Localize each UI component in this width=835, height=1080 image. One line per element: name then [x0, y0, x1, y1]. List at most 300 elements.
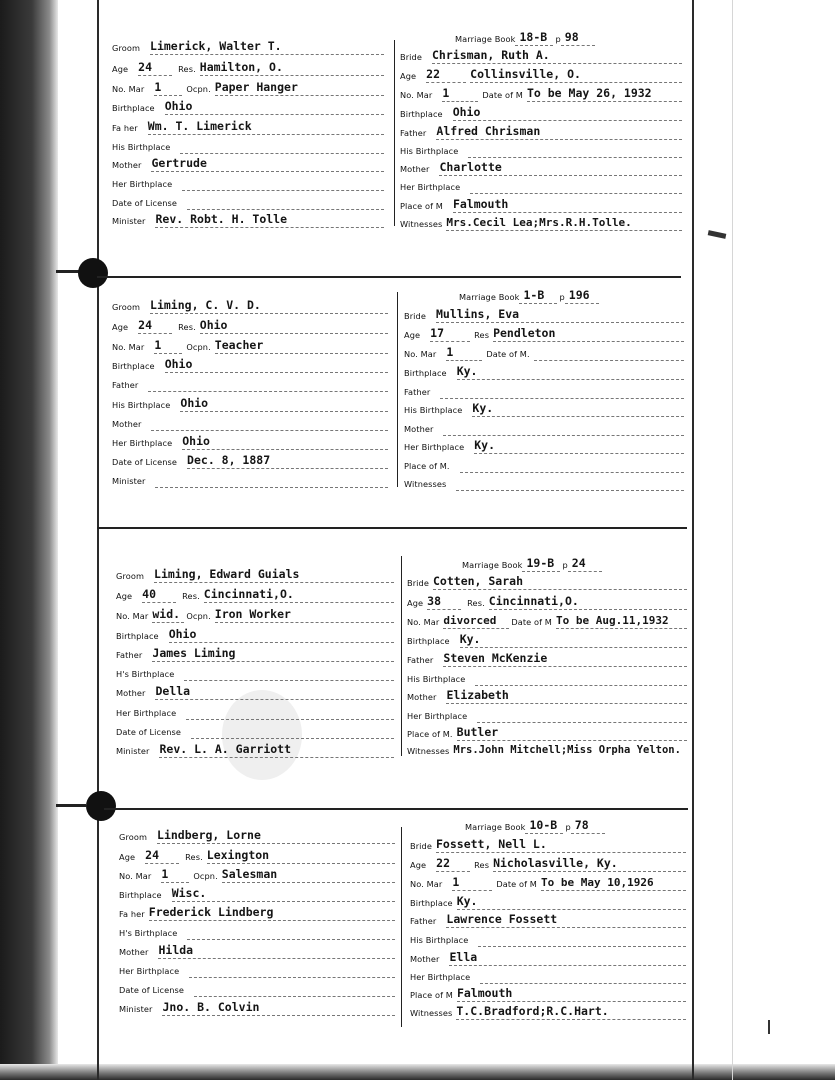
bride-row	[404, 306, 684, 323]
his-birthplace-row	[119, 923, 395, 940]
father-label: Father	[404, 387, 431, 397]
groom-birthplace: Ohio	[165, 358, 388, 373]
date-of-marriage	[534, 359, 684, 361]
age-res-row	[116, 586, 394, 603]
groom-times-married: 1	[154, 339, 182, 354]
license-row	[119, 980, 395, 997]
bride-row	[407, 573, 687, 590]
birthplace-label: Birthplace	[119, 890, 162, 900]
column-divider	[397, 292, 398, 487]
father-row	[400, 123, 682, 140]
bride-father-birthplace	[475, 684, 687, 686]
bride-times-married: 1	[442, 87, 478, 102]
bride-residence: Nicholasville, Ky.	[493, 857, 686, 872]
ocpn-label: Ocpn.	[186, 611, 211, 621]
place-of-marriage: Falmouth	[453, 198, 682, 213]
nomar-ocpn-row	[119, 866, 395, 883]
marriage-book-row	[459, 288, 684, 304]
bride-mother: Ella	[449, 951, 686, 966]
witnesses-label: Witnesses	[404, 479, 447, 489]
scan-shadow-bottom	[0, 1064, 835, 1080]
witnesses	[456, 489, 684, 491]
date-of-marriage-label: Date of M	[496, 879, 537, 889]
nomar-label: No. Mar	[112, 84, 145, 94]
groom-residence: Lexington	[207, 849, 395, 864]
age-label: Age	[404, 330, 421, 340]
age-label: Age	[112, 64, 129, 74]
punch-hole	[78, 258, 108, 288]
column-divider	[394, 40, 395, 226]
his-birthplace-label: His Birthplace	[400, 146, 459, 156]
birthplace-row	[407, 631, 687, 648]
page-edge-left	[97, 0, 99, 1080]
his-birthplace-row	[112, 137, 384, 154]
father-label: Fa her	[119, 909, 145, 919]
bride-row	[410, 836, 686, 853]
father-row	[119, 904, 395, 921]
bride-residence: Pendleton	[493, 327, 684, 342]
groom-mother-birthplace	[182, 189, 384, 191]
nomar-ocpn-row	[112, 79, 384, 96]
birthplace-row	[116, 626, 394, 643]
ocpn-label: Ocpn.	[186, 84, 211, 94]
place-row	[400, 196, 682, 213]
place-row	[404, 456, 684, 473]
groom-row	[116, 566, 394, 583]
book-number: 10-B	[525, 819, 563, 834]
page-edge-right	[692, 0, 694, 1080]
birthplace-row	[112, 356, 388, 373]
minister-name	[155, 486, 388, 488]
mother-label: Mother	[116, 688, 146, 698]
column-divider	[401, 827, 402, 1027]
witnesses-label: Witnesses	[410, 1008, 453, 1018]
bride-mother: Elizabeth	[446, 689, 687, 704]
license-row	[116, 722, 394, 739]
birthplace-row	[112, 98, 384, 115]
groom-row	[119, 827, 395, 844]
age-label: Age	[112, 322, 129, 332]
her-birthplace-label: Her Birthplace	[116, 708, 177, 718]
father-label: Father	[410, 916, 437, 926]
mother-row	[112, 155, 384, 172]
nomar-label: No. Mar	[119, 871, 152, 881]
nomar-label: No. Mar	[410, 879, 443, 889]
her-birthplace-label: Her Birthplace	[112, 179, 173, 189]
nomar-date-row	[410, 874, 686, 891]
bride-mother	[443, 434, 684, 436]
bride-age: 17	[430, 327, 470, 342]
age-label: Age	[119, 852, 136, 862]
his-birthplace-row	[410, 930, 686, 947]
punch-tab	[56, 804, 86, 807]
her-birthplace-label: Her Birthplace	[119, 966, 180, 976]
his-birthplace-row	[400, 141, 682, 158]
age-label: Age	[400, 71, 417, 81]
record-divider	[97, 527, 687, 529]
witnesses-label: Witnesses	[400, 219, 443, 229]
age-res-row	[404, 325, 684, 342]
bride-father: Steven McKenzie	[443, 652, 687, 667]
witnesses: Mrs.Cecil Lea;Mrs.R.H.Tolle.	[446, 216, 682, 231]
age-res-row	[112, 59, 384, 76]
nomar-label: No. Mar	[116, 611, 149, 621]
scan-shadow-left	[0, 0, 58, 1080]
groom-father-birthplace: Ohio	[180, 397, 388, 412]
bride-father: Alfred Chrisman	[436, 125, 682, 140]
nomar-date-row	[404, 344, 684, 361]
license-date: Dec. 8, 1887	[187, 454, 388, 469]
father-row	[112, 118, 384, 135]
bride-row	[400, 47, 682, 64]
license-label: Date of License	[112, 198, 178, 208]
father-row	[116, 645, 394, 662]
groom-birthplace: Ohio	[165, 100, 384, 115]
minister-name: Rev. Robt. H. Tolle	[155, 213, 384, 228]
bride-times-married: 1	[446, 346, 482, 361]
bride-mother-birthplace	[480, 982, 686, 984]
father-label: Fa her	[112, 123, 138, 133]
nomar-label: No. Mar	[407, 617, 440, 627]
license-label: Date of License	[119, 985, 185, 995]
her-birthplace-row	[119, 961, 395, 978]
date-of-marriage-label: Date of M	[482, 90, 523, 100]
her-birthplace-label: Her Birthplace	[112, 438, 173, 448]
father-row	[404, 382, 684, 399]
mother-row	[400, 159, 682, 176]
minister-row	[112, 471, 388, 488]
birthplace-row	[404, 363, 684, 380]
groom-label: Groom	[119, 832, 148, 842]
bride-name: Mullins, Eva	[436, 308, 684, 323]
his-birthplace-label: His Birthplace	[112, 142, 171, 152]
bride-father: Lawrence Fossett	[446, 913, 686, 928]
page-number: 196	[565, 289, 599, 304]
father-row	[112, 375, 388, 392]
groom-label: Groom	[112, 43, 141, 53]
license-row	[112, 452, 388, 469]
marriage-book-row	[465, 818, 686, 834]
book-number: 18-B	[515, 31, 553, 46]
page-label: p	[565, 822, 571, 832]
page-number: 78	[571, 819, 605, 834]
groom-mother-birthplace	[186, 718, 394, 720]
nomar-label: No. Mar	[400, 90, 433, 100]
groom-residence: Ohio	[200, 319, 388, 334]
groom-age: 40	[142, 588, 176, 603]
nomar-ocpn-row	[116, 606, 394, 623]
license-date	[194, 995, 395, 997]
groom-label: Groom	[116, 571, 145, 581]
place-label: Place of M	[410, 990, 453, 1000]
nomar-label: No. Mar	[404, 349, 437, 359]
bride-birthplace: Ky.	[460, 633, 687, 648]
witnesses: T.C.Bradford;R.C.Hart.	[456, 1005, 686, 1020]
license-date	[191, 737, 394, 739]
birthplace-label: Birthplace	[404, 368, 447, 378]
father-row	[407, 650, 687, 667]
stray-mark	[708, 230, 727, 239]
his-birthplace-label: H's Birthplace	[116, 669, 175, 679]
groom-name: Limerick, Walter T.	[150, 40, 384, 55]
res-label: Res	[474, 860, 490, 870]
bride-name: Fossett, Nell L.	[436, 838, 686, 853]
minister-label: Minister	[112, 476, 146, 486]
groom-father-birthplace	[180, 152, 384, 154]
ocpn-label: Ocpn.	[193, 871, 218, 881]
witnesses-label: Witnesses	[407, 746, 450, 756]
bride-times-married: divorced	[443, 614, 509, 629]
bride-mother-birthplace: Ky.	[474, 439, 684, 454]
age-label: Age	[116, 591, 133, 601]
bride-age: 22	[426, 68, 466, 83]
his-birthplace-label: H's Birthplace	[119, 928, 178, 938]
groom-father-birthplace	[187, 938, 395, 940]
bride-father	[440, 397, 684, 399]
father-label: Father	[400, 128, 427, 138]
mother-label: Mother	[407, 692, 437, 702]
bride-residence: Collinsville, O.	[470, 68, 682, 83]
place-of-marriage: Butler	[457, 726, 687, 741]
marriage-book-row	[462, 556, 687, 572]
bride-mother: Charlotte	[439, 161, 682, 176]
bride-label: Bride	[400, 52, 422, 62]
birthplace-label: Birthplace	[112, 103, 155, 113]
minister-row	[116, 741, 394, 758]
his-birthplace-row	[404, 400, 684, 417]
his-birthplace-row	[112, 395, 388, 412]
record-divider	[104, 808, 688, 810]
groom-birthplace: Ohio	[169, 628, 394, 643]
witnesses-row	[410, 1003, 686, 1020]
mother-label: Mother	[112, 160, 142, 170]
birthplace-label: Birthplace	[400, 109, 443, 119]
groom-father	[148, 390, 388, 392]
place-of-marriage: Falmouth	[457, 987, 686, 1002]
license-label: Date of License	[116, 727, 182, 737]
birthplace-label: Birthplace	[112, 361, 155, 371]
bride-mother-birthplace	[477, 721, 687, 723]
groom-occupation: Iron Worker	[215, 608, 394, 623]
license-label: Date of License	[112, 457, 178, 467]
witnesses: Mrs.John Mitchell;Miss Orpha Yelton.	[453, 744, 681, 756]
groom-father: Wm. T. Limerick	[148, 120, 384, 135]
her-birthplace-label: Her Birthplace	[404, 442, 465, 452]
father-label: Father	[112, 380, 139, 390]
his-birthplace-label: His Birthplace	[112, 400, 171, 410]
res-label: Res	[474, 330, 490, 340]
ocpn-label: Ocpn.	[186, 342, 211, 352]
bride-times-married: 1	[452, 876, 492, 891]
her-birthplace-row	[407, 706, 687, 723]
page-number: 24	[568, 557, 602, 572]
his-birthplace-label: His Birthplace	[407, 674, 466, 684]
res-label: Res.	[182, 591, 200, 601]
groom-name: Lindberg, Lorne	[157, 829, 395, 844]
minister-name: Jno. B. Colvin	[162, 1001, 395, 1016]
bride-name: Cotten, Sarah	[433, 575, 687, 590]
her-birthplace-row	[404, 437, 684, 454]
groom-name: Liming, Edward Guials	[154, 568, 394, 583]
groom-father: James Liming	[152, 647, 394, 662]
place-label: Place of M	[400, 201, 443, 211]
bride-birthplace: Ky.	[457, 895, 686, 910]
marriage-book-row	[455, 30, 682, 46]
minister-label: Minister	[116, 746, 150, 756]
page-label: p	[555, 34, 561, 44]
column-divider	[401, 556, 402, 756]
place-label: Place of M.	[407, 729, 453, 739]
place-label: Place of M.	[404, 461, 450, 471]
license-date	[187, 208, 384, 210]
bride-age: 38	[427, 595, 461, 610]
mother-row	[112, 414, 388, 431]
book-number: 1-B	[519, 289, 557, 304]
age-label: Age	[410, 860, 427, 870]
nomar-date-row	[407, 612, 687, 629]
book-label: Marriage Book	[465, 822, 526, 832]
groom-age: 24	[138, 319, 172, 334]
date-of-marriage: To be May 26, 1932	[527, 87, 682, 102]
mother-label: Mother	[112, 419, 142, 429]
book-label: Marriage Book	[462, 560, 523, 570]
age-label: Age	[407, 598, 424, 608]
bride-birthplace: Ohio	[453, 106, 682, 121]
minister-label: Minister	[119, 1004, 153, 1014]
minister-row	[119, 999, 395, 1016]
father-row	[410, 911, 686, 928]
groom-mother-birthplace	[189, 976, 395, 978]
birthplace-label: Birthplace	[410, 898, 453, 908]
groom-occupation: Salesman	[222, 868, 395, 883]
age-res-row	[407, 593, 687, 610]
bride-label: Bride	[410, 841, 432, 851]
groom-mother: Hilda	[158, 944, 395, 959]
date-of-marriage: To be Aug.11,1932	[556, 614, 687, 629]
groom-mother: Della	[155, 685, 394, 700]
bride-father-birthplace	[478, 945, 686, 947]
record-divider	[97, 276, 681, 278]
her-birthplace-row	[410, 967, 686, 984]
groom-name: Liming, C. V. D.	[150, 299, 388, 314]
punch-hole	[86, 791, 116, 821]
bride-father-birthplace: Ky.	[472, 402, 684, 417]
groom-mother: Gertrude	[151, 157, 384, 172]
witnesses-row	[400, 214, 682, 231]
date-of-marriage-label: Date of M	[511, 617, 552, 627]
page-label: p	[559, 292, 565, 302]
res-label: Res.	[178, 64, 196, 74]
place-row	[410, 985, 686, 1002]
groom-row	[112, 297, 388, 314]
her-birthplace-label: Her Birthplace	[407, 711, 468, 721]
bride-residence: Cincinnati,O.	[489, 595, 687, 610]
page-number: 98	[561, 31, 595, 46]
mother-label: Mother	[404, 424, 434, 434]
nomar-date-row	[400, 85, 682, 102]
place-row	[407, 724, 687, 741]
witnesses-row	[404, 474, 684, 491]
groom-label: Groom	[112, 302, 141, 312]
mother-row	[116, 683, 394, 700]
birthplace-row	[410, 893, 686, 910]
minister-name: Rev. L. A. Garriott	[159, 743, 394, 758]
groom-residence: Cincinnati,O.	[204, 588, 394, 603]
nomar-label: No. Mar	[112, 342, 145, 352]
her-birthplace-label: Her Birthplace	[400, 182, 461, 192]
page-edge-faint	[732, 0, 733, 1080]
bride-age: 22	[436, 857, 470, 872]
groom-occupation: Paper Hanger	[215, 81, 384, 96]
father-label: Father	[116, 650, 143, 660]
her-birthplace-row	[112, 433, 388, 450]
witnesses-row	[407, 741, 735, 758]
groom-mother	[151, 429, 388, 431]
her-birthplace-label: Her Birthplace	[410, 972, 471, 982]
groom-birthplace: Wisc.	[172, 887, 395, 902]
her-birthplace-row	[116, 703, 394, 720]
bride-name: Chrisman, Ruth A.	[432, 49, 682, 64]
date-of-marriage: To be May 10,1926	[541, 876, 686, 891]
birthplace-label: Birthplace	[407, 636, 450, 646]
groom-residence: Hamilton, O.	[200, 61, 384, 76]
birthplace-label: Birthplace	[116, 631, 159, 641]
minister-label: Minister	[112, 216, 146, 226]
place-of-marriage	[460, 471, 684, 473]
groom-occupation: Teacher	[215, 339, 388, 354]
license-row	[112, 193, 384, 210]
mother-label: Mother	[400, 164, 430, 174]
groom-mother-birthplace: Ohio	[182, 435, 388, 450]
groom-times-married: 1	[154, 81, 182, 96]
groom-age: 24	[145, 849, 179, 864]
her-birthplace-row	[112, 174, 384, 191]
age-res-row	[410, 855, 686, 872]
his-birthplace-label: His Birthplace	[404, 405, 463, 415]
res-label: Res.	[185, 852, 203, 862]
res-label: Res.	[467, 598, 485, 608]
bride-father-birthplace	[468, 156, 682, 158]
bride-birthplace: Ky.	[457, 365, 684, 380]
mother-row	[119, 942, 395, 959]
age-res-row	[400, 66, 682, 83]
birthplace-row	[400, 104, 682, 121]
age-res-row	[112, 317, 388, 334]
res-label: Res.	[178, 322, 196, 332]
age-res-row	[119, 847, 395, 864]
mother-label: Mother	[410, 954, 440, 964]
mother-row	[410, 949, 686, 966]
date-of-marriage-label: Date of M.	[486, 349, 530, 359]
nomar-ocpn-row	[112, 337, 388, 354]
bride-mother-birthplace	[470, 192, 682, 194]
groom-times-married: wid.	[152, 608, 184, 623]
mother-row	[407, 687, 687, 704]
minister-row	[112, 211, 384, 228]
birthplace-row	[119, 885, 395, 902]
bride-label: Bride	[407, 578, 429, 588]
groom-father-birthplace	[184, 679, 394, 681]
mother-label: Mother	[119, 947, 149, 957]
his-birthplace-row	[407, 669, 687, 686]
his-birthplace-row	[116, 664, 394, 681]
bride-label: Bride	[404, 311, 426, 321]
stray-mark	[768, 1020, 770, 1034]
groom-times-married: 1	[161, 868, 189, 883]
father-label: Father	[407, 655, 434, 665]
her-birthplace-row	[400, 177, 682, 194]
book-label: Marriage Book	[459, 292, 520, 302]
